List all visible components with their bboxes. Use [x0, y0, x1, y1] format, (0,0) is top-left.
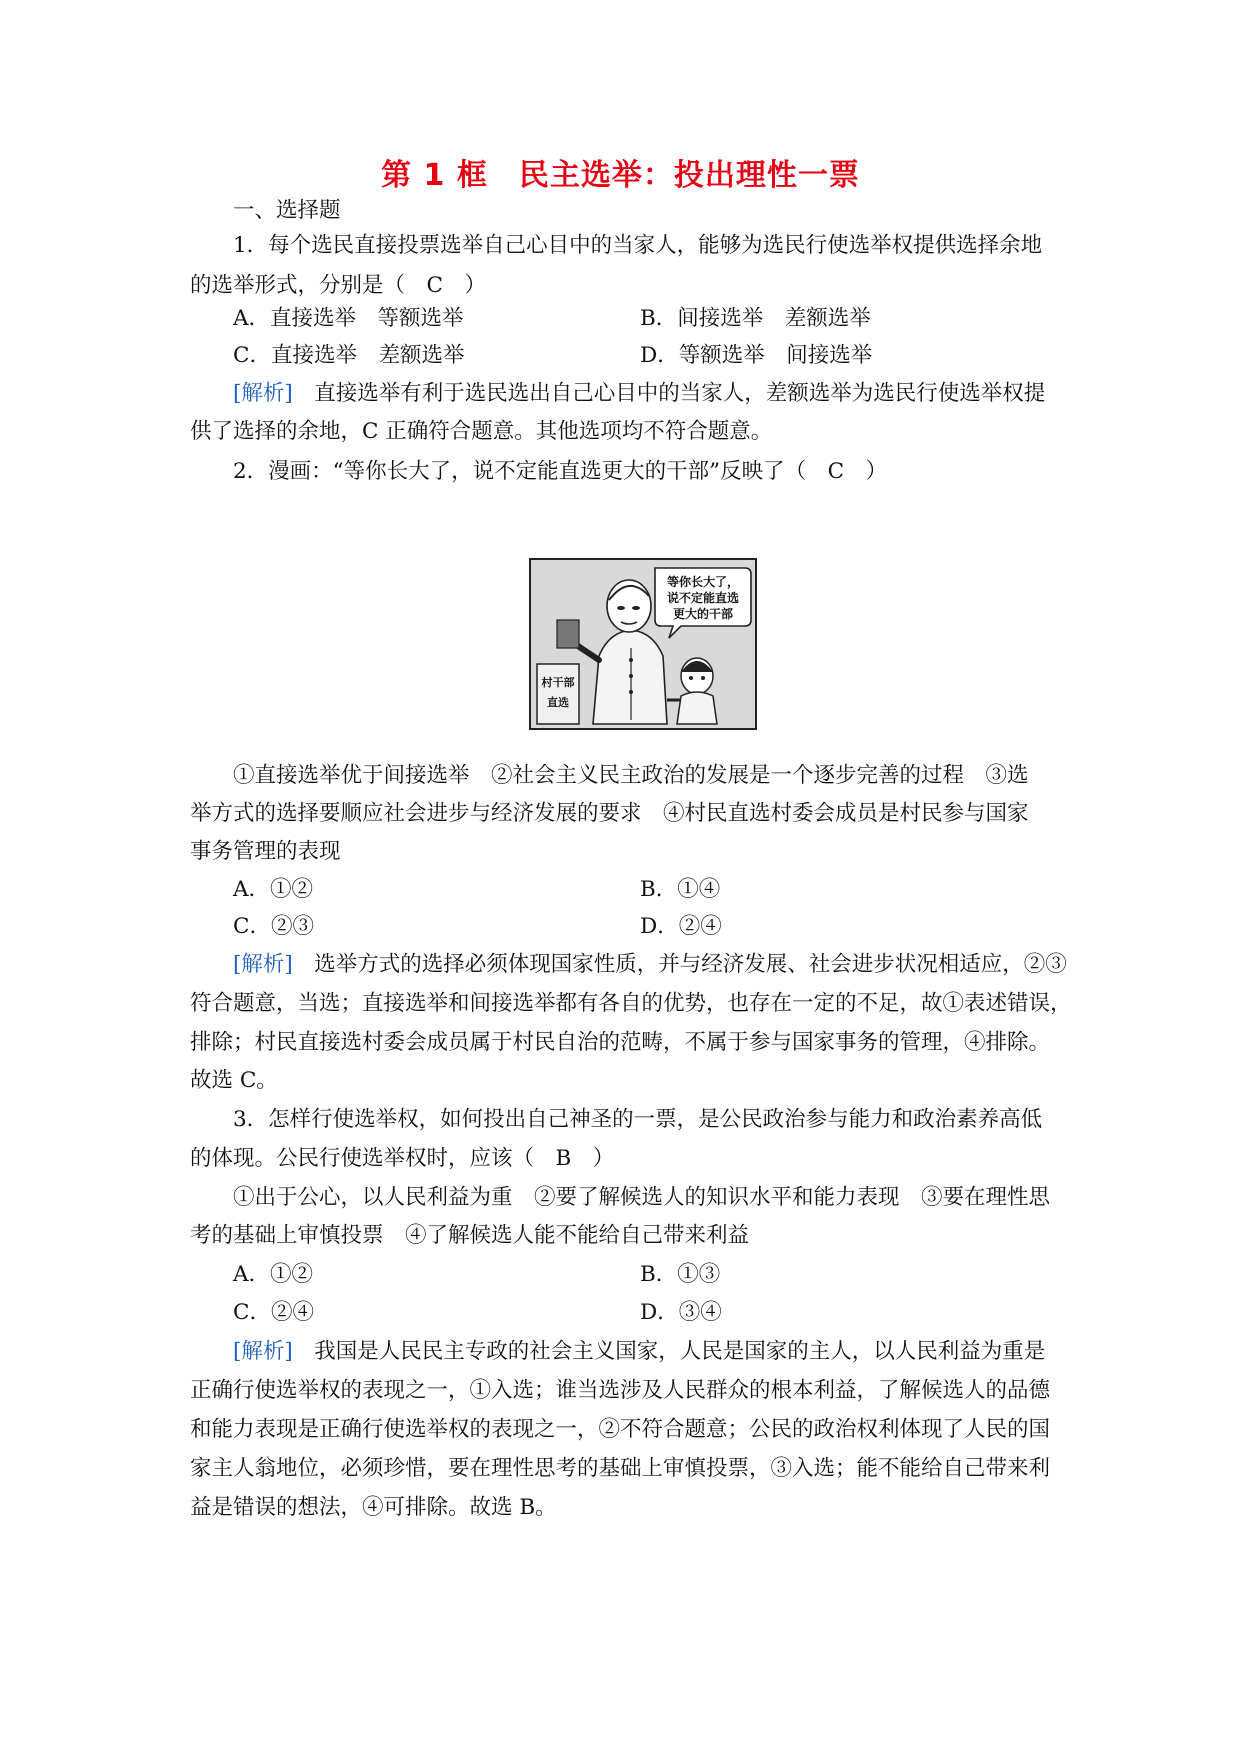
q2-analysis-line-4: 故选 C。 — [190, 1068, 278, 1093]
q3-analysis-line-5: 益是错误的想法，④可排除。故选 B。 — [190, 1495, 557, 1520]
q2-analysis-line-1 — [233, 951, 1103, 979]
cartoon-image — [529, 558, 757, 730]
q3-items-line-2: 考的基础上审慎投票 ④了解候选人能不能给自己带来利益 — [190, 1223, 750, 1248]
q1-option-c: C．直接选举 差额选举 — [233, 343, 465, 368]
q2-option-d: D．②④ — [640, 914, 722, 939]
q2-analysis-line-3: 排除；村民直接选村委会成员属于村民自治的范畴，不属于参与国家事务的管理，④排除。 — [190, 1030, 1051, 1055]
q3-analysis-line-3: 和能力表现是正确行使选举权的表现之一，②不符合题意；公民的政治权利体现了人民的国 — [190, 1417, 1051, 1442]
page-title: 第 1 框 民主选举：投出理性一票 — [381, 158, 860, 193]
cartoon-box-line-2: 直选 — [547, 696, 569, 709]
analysis-tag: [解析] — [233, 1339, 293, 1364]
q1-option-a: A．直接选举 等额选举 — [233, 306, 464, 331]
q3-analysis-line-1 — [233, 1338, 1103, 1366]
q2-analysis-text-1: 选举方式的选择必须体现国家性质，并与经济发展、社会进步状况相适应，②③ — [292, 952, 1067, 977]
q3-analysis-text-1: 我国是人民民主专政的社会主义国家，人民是国家的主人，以人民利益为重是 — [292, 1339, 1046, 1364]
cartoon-drawing — [531, 560, 755, 728]
q3-option-c: C．②④ — [233, 1300, 314, 1325]
q1-analysis-line-2: 供了选择的余地，C 正确符合题意。其他选项均不符合题意。 — [190, 419, 773, 444]
q3-option-a: A．①② — [233, 1262, 314, 1287]
q1-option-b: B．间接选举 差额选举 — [640, 306, 871, 331]
cartoon-bubble-line-3: 更大的干部 — [672, 607, 734, 621]
q1-analysis-line-1 — [233, 380, 1103, 408]
cartoon-bubble-line-2: 说不定能直选 — [666, 591, 740, 605]
section-heading: 一、选择题 — [233, 198, 341, 223]
q2-analysis-line-2: 符合题意，当选；直接选举和间接选举都有各自的优势，也存在一定的不足，故①表述错误， — [190, 991, 1072, 1016]
q1-stem-line-1: 1．每个选民直接投票选举自己心目中的当家人，能够为选民行使选举权提供选择余地 — [233, 233, 1043, 258]
q1-option-d: D．等额选举 间接选举 — [640, 343, 873, 368]
q1-stem-line-2: 的选举形式，分别是（ C ） — [190, 273, 486, 298]
q2-option-a: A．①② — [233, 877, 314, 902]
q2-option-b: B．①④ — [640, 877, 721, 902]
cartoon-bubble-line-1: 等你长大了， — [666, 575, 740, 589]
q3-analysis-line-2: 正确行使选举权的表现之一，①入选；谁当选涉及人民群众的根本利益，了解候选人的品德 — [190, 1378, 1051, 1403]
q2-items-line-3: 事务管理的表现 — [190, 839, 341, 864]
analysis-tag: [解析] — [233, 381, 293, 406]
q1-analysis-text-1: 直接选举有利于选民选出自己心目中的当家人，差额选举为选民行使选举权提 — [292, 381, 1046, 406]
q3-option-d: D．③④ — [640, 1300, 722, 1325]
q3-analysis-line-4: 家主人翁地位，必须珍惜，要在理性思考的基础上审慎投票，③入选；能不能给自己带来利 — [190, 1456, 1051, 1481]
q3-stem-line-2: 的体现。公民行使选举权时，应该（ B ） — [190, 1146, 615, 1171]
q3-stem-line-1: 3．怎样行使选举权，如何投出自己神圣的一票，是公民政治参与能力和政治素养高低 — [233, 1107, 1043, 1132]
q3-option-b: B．①③ — [640, 1262, 721, 1287]
cartoon-box-line-1: 村干部 — [541, 676, 575, 689]
q3-items-line-1: ①出于公心，以人民利益为重 ②要了解候选人的知识水平和能力表现 ③要在理性思 — [233, 1185, 1051, 1210]
q2-stem: 2．漫画：“等你长大了，说不定能直选更大的干部”反映了（ C ） — [233, 459, 888, 484]
q2-items-line-2: 举方式的选择要顺应社会进步与经济发展的要求 ④村民直选村委会成员是村民参与国家 — [190, 801, 1029, 826]
q2-items-line-1: ①直接选举优于间接选举 ②社会主义民主政治的发展是一个逐步完善的过程 ③选 — [233, 763, 1029, 788]
q2-option-c: C．②③ — [233, 914, 314, 939]
analysis-tag: [解析] — [233, 952, 293, 977]
